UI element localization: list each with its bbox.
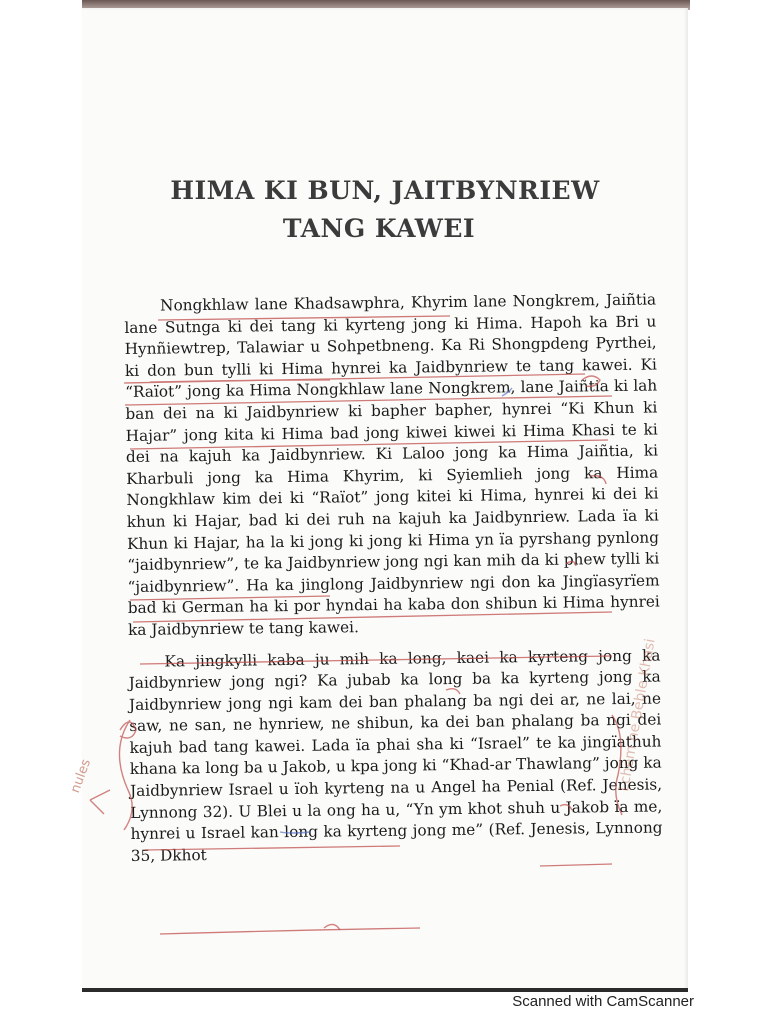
scanner-watermark: Scanned with CamScanner	[512, 993, 694, 1010]
chapter-title-line-2: TANG KAWEI	[282, 214, 476, 243]
paragraph-1: Nongkhlaw lane Khadsawphra, Khyrim lane Nongkrem, Jaiñtia lane Sutnga ki dei tang ki kyrteng jong ki Hima. Hapoh ka Bri u Hynñiewtrep, Talawiar u Sohpetbneng. Ka Ri Shongpdeng Pyrthei, ki don bun tylli ki Hima hynrei ka Jaidbynriew te tang kawei. Ki “Raïot” jong ka Hima Nongkhlaw lane Nongkrem, lane Jaiñtia ki lah ban dei na ki Jaidbynriew ki bapher bapher, hynrei “Ki Khun ki Hajar” jong kita ki Hima bad jong kiwei kiwei ki Hima Khasi te ki dei na kajuh ka Jaidbynriew. Ki Laloo jong ka Hima Jaiñtia, ki Kharbuli jong ka Hima Khyrim, ki Syiemlieh jong ka Hima Nongkhlaw kim dei ki “Raïot” jong kitei ki Hima, hynrei ki dei ki khun ki Hajar, bad ki dei ruh na kajuh ka Jaidbynriew. Lada ïa ki Khun ki Hajar, ha la ki jong ki jong ki Hima yn ïa pyrshang pynlong “jaidbynriew”, te ka Jaidbynriew jong ngi kan mih da ki phew tylli ki “jaidbynriew”. Ha ka jinglong Jaidbynriew ngi don ka Jingïasyrïem bad ki German ha ki por hyndai ha kaba don shibun ki Hima hynrei ka Jaidbynriew te tang kawei.	[124, 290, 660, 639]
right-margin-note: Lchem ne Beble Khasi	[616, 637, 659, 793]
page-bottom-edge	[82, 988, 688, 992]
body-text	[124, 290, 663, 868]
paragraph-2: Ka jingkylli kaba ju mih ka long, kaei ka kyrteng jong ka Jaidbynriew jong ngi? Ka jubab ka long ba ka kyrteng jong ka Jaidbynriew jong ngi kam dei ban phalang ba ngi dei ar, ne lai, ne saw, ne san, ne hynriew, ne shibun, ka dei ban phalang ba ngi dei kajuh bad tang kawei. Lada ïa phai sha ki “Israel” te ka jingïathuh khana ka long ba u Jakob, u kpa jong ki “Khad-ar Thawlang” jong ka Jaidbynriew Israel u ïoh kyrteng na u Angel ha Penial (Ref. Jenesis, Lynnong 32). U Blei u la ong ha u, “Yn ym khot shuh u Jakob ïa me, hynrei u Israel kan long ka kyrteng jong me” (Ref. Jenesis, Lynnong 35, Dkhot	[128, 645, 663, 865]
left-margin-note: nules	[68, 757, 95, 796]
chapter-title-line-1: HIMA KI BUN, JAITBYNRIEW	[170, 176, 600, 205]
book-page	[82, 8, 688, 992]
